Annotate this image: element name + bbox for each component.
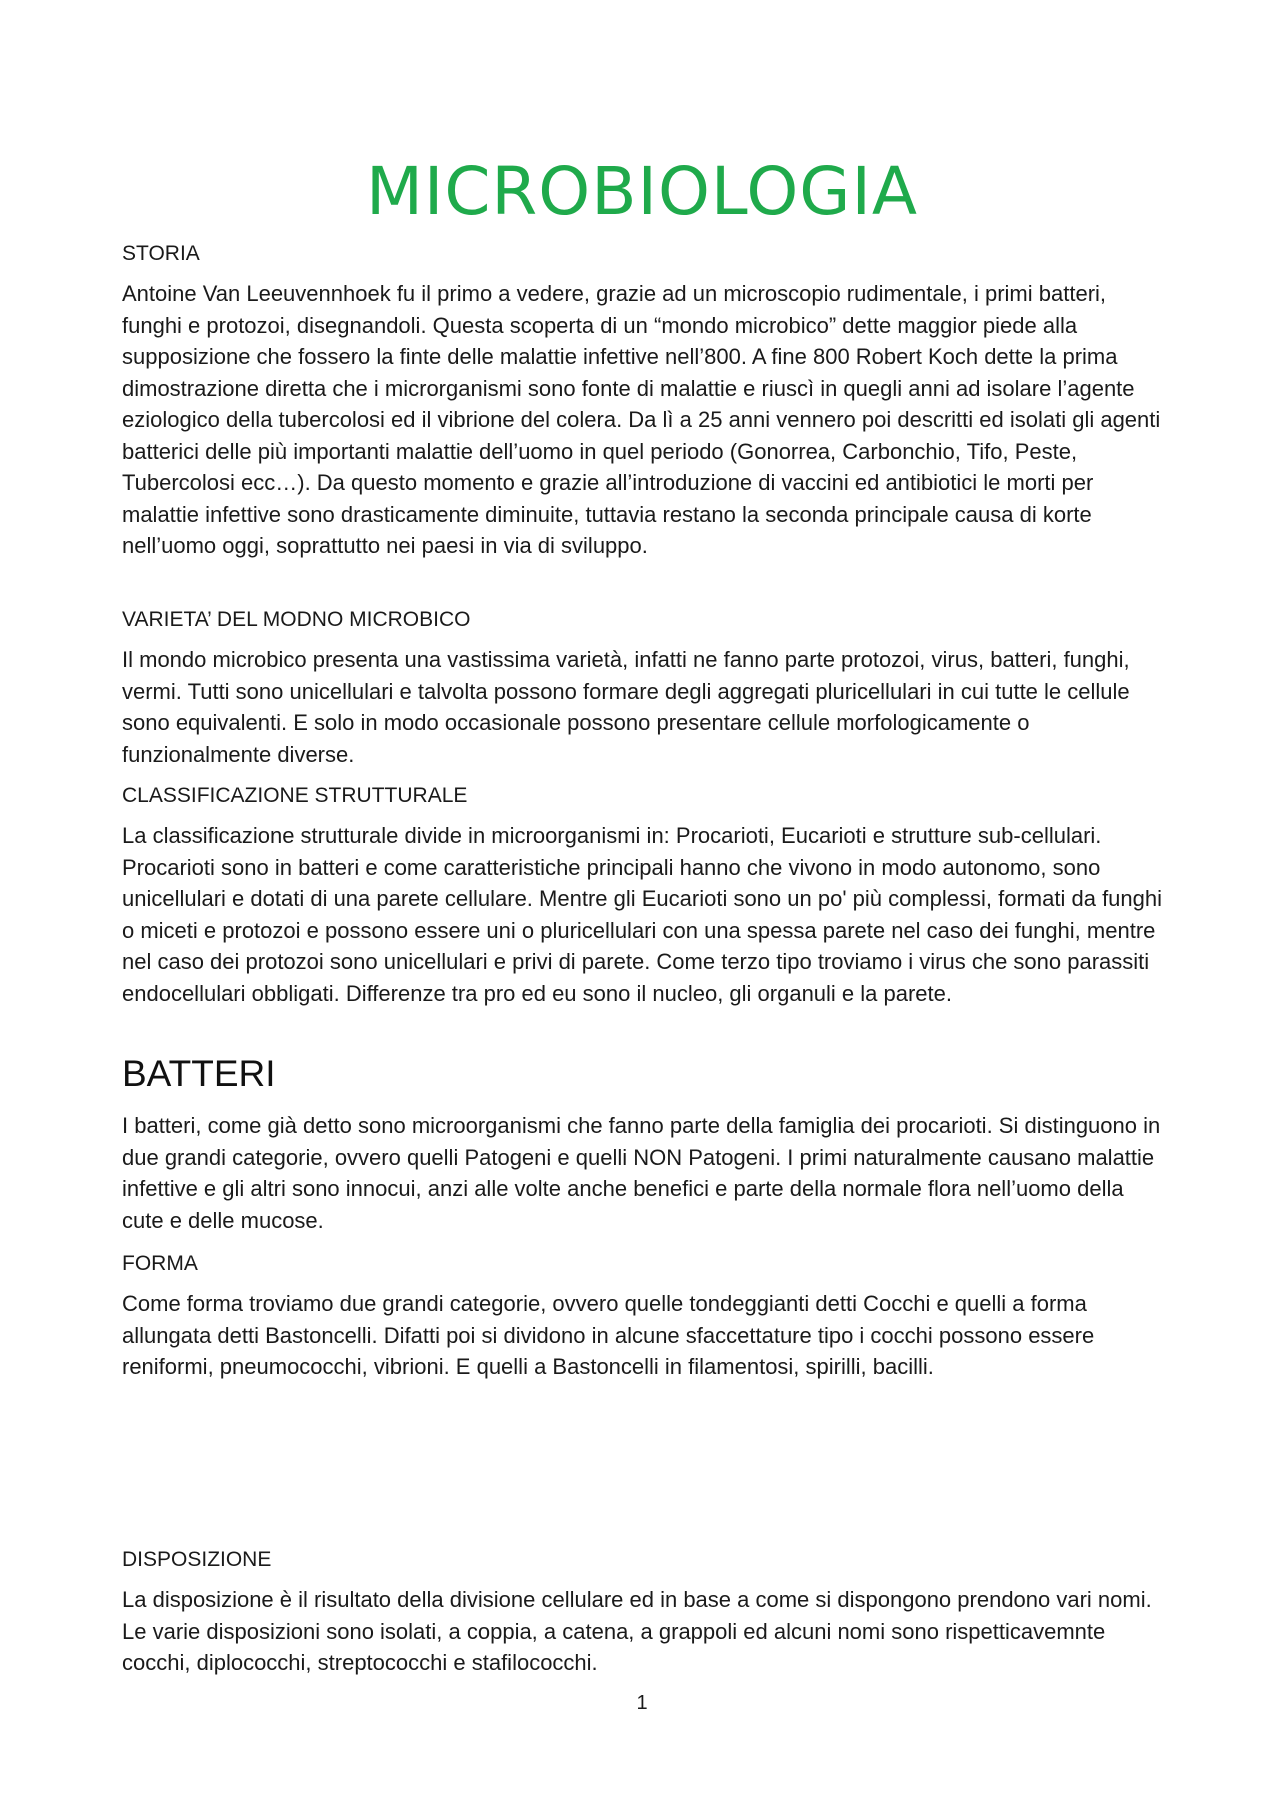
section-label-classificazione: CLASSIFICAZIONE STRUTTURALE: [122, 784, 468, 807]
paragraph-varieta: Il mondo microbico presenta una vastissima varietà, infatti ne fanno parte protozoi, virus, batteri, funghi, vermi. Tutti sono unicellulari e talvolta possono formare degli aggregati pluricellulari in cui tutte le cellule sono equivalenti. E solo in modo occasionale possono presentare cellule morfologicamente o funzionalmente diverse.: [122, 647, 1130, 767]
document-title: MICROBIOLOGIA: [365, 153, 919, 230]
heading-batteri: BATTERI: [122, 1053, 276, 1094]
page-number: 1: [636, 1692, 648, 1714]
paragraph-batteri: I batteri, come già detto sono microorganismi che fanno parte della famiglia dei procarioti. Si distinguono in due grandi categorie, ovvero quelli Patogeni e quelli NON Patogeni. I primi naturalmente causano malattie infettive e gli altri sono innocui, anzi alle volte anche benefici e parte della normale flora nell’uomo della cute e delle mucose.: [122, 1113, 1161, 1233]
paragraph-classificazione: La classificazione strutturale divide in microorganismi in: Procarioti, Eucarioti e strutture sub-cellulari. Procarioti sono in batteri e come caratteristiche principali hanno che vivono in modo autonomo, sono unicellulari e dotati di una parete cellulare. Mentre gli Eucarioti sono un po' più complessi, formati da funghi o miceti e protozoi e possono essere uni o pluricellulari con una spessa parete nel caso dei funghi, mentre nel caso dei protozoi sono unicellulari e privi di parete. Come terzo tipo troviamo i virus che sono parassiti endocellulari obbligati. Differenze tra pro ed eu sono il nucleo, gli organuli e la parete.: [122, 823, 1163, 1006]
paragraph-disposizione: La disposizione è il risultato della divisione cellulare ed in base a come si dispongono prendono vari nomi. Le varie disposizioni sono isolati, a coppia, a catena, a grappoli ed alcuni nomi sono rispetticavemnte cocchi, diplococchi, streptococchi e stafilococchi.: [122, 1587, 1152, 1675]
section-label-storia: STORIA: [122, 242, 200, 265]
section-label-disposizione: DISPOSIZIONE: [122, 1548, 272, 1571]
section-label-forma: FORMA: [122, 1252, 198, 1275]
document-page: [122, 0, 1162, 1811]
paragraph-forma: Come forma troviamo due grandi categorie, ovvero quelle tondeggianti detti Cocchi e quelli a forma allungata detti Bastoncelli. Difatti poi si dividono in alcune sfaccettature tipo i cocchi possono essere reniformi, pneumococchi, vibrioni. E quelli a Bastoncelli in filamentosi, spirilli, bacilli.: [122, 1291, 1095, 1379]
section-label-varieta: VARIETA’ DEL MODNO MICROBICO: [122, 608, 471, 631]
paragraph-storia: Antoine Van Leeuvennhoek fu il primo a vedere, grazie ad un microscopio rudimentale, i primi batteri, funghi e protozoi, disegnandoli. Questa scoperta di un “mondo microbico” dette maggior piede alla supposizione che fossero la finte delle malattie infettive nell’800. A fine 800 Robert Koch dette la prima dimostrazione diretta che i microrganismi sono fonte di malattie e riuscì in quegli anni ad isolare l’agente eziologico della tubercolosi ed il vibrione del colera. Da lì a 25 anni vennero poi descritti ed isolati gli agenti batterici delle più importanti malattie dell’uomo in quel periodo (Gonorrea, Carbonchio, Tifo, Peste, Tubercolosi ecc…). Da questo momento e grazie all’introduzione di vaccini ed antibiotici le morti per malattie infettive sono drasticamente diminuite, tuttavia restano la seconda principale causa di korte nell’uomo oggi, soprattutto nei paesi in via di sviluppo.: [122, 281, 1161, 558]
